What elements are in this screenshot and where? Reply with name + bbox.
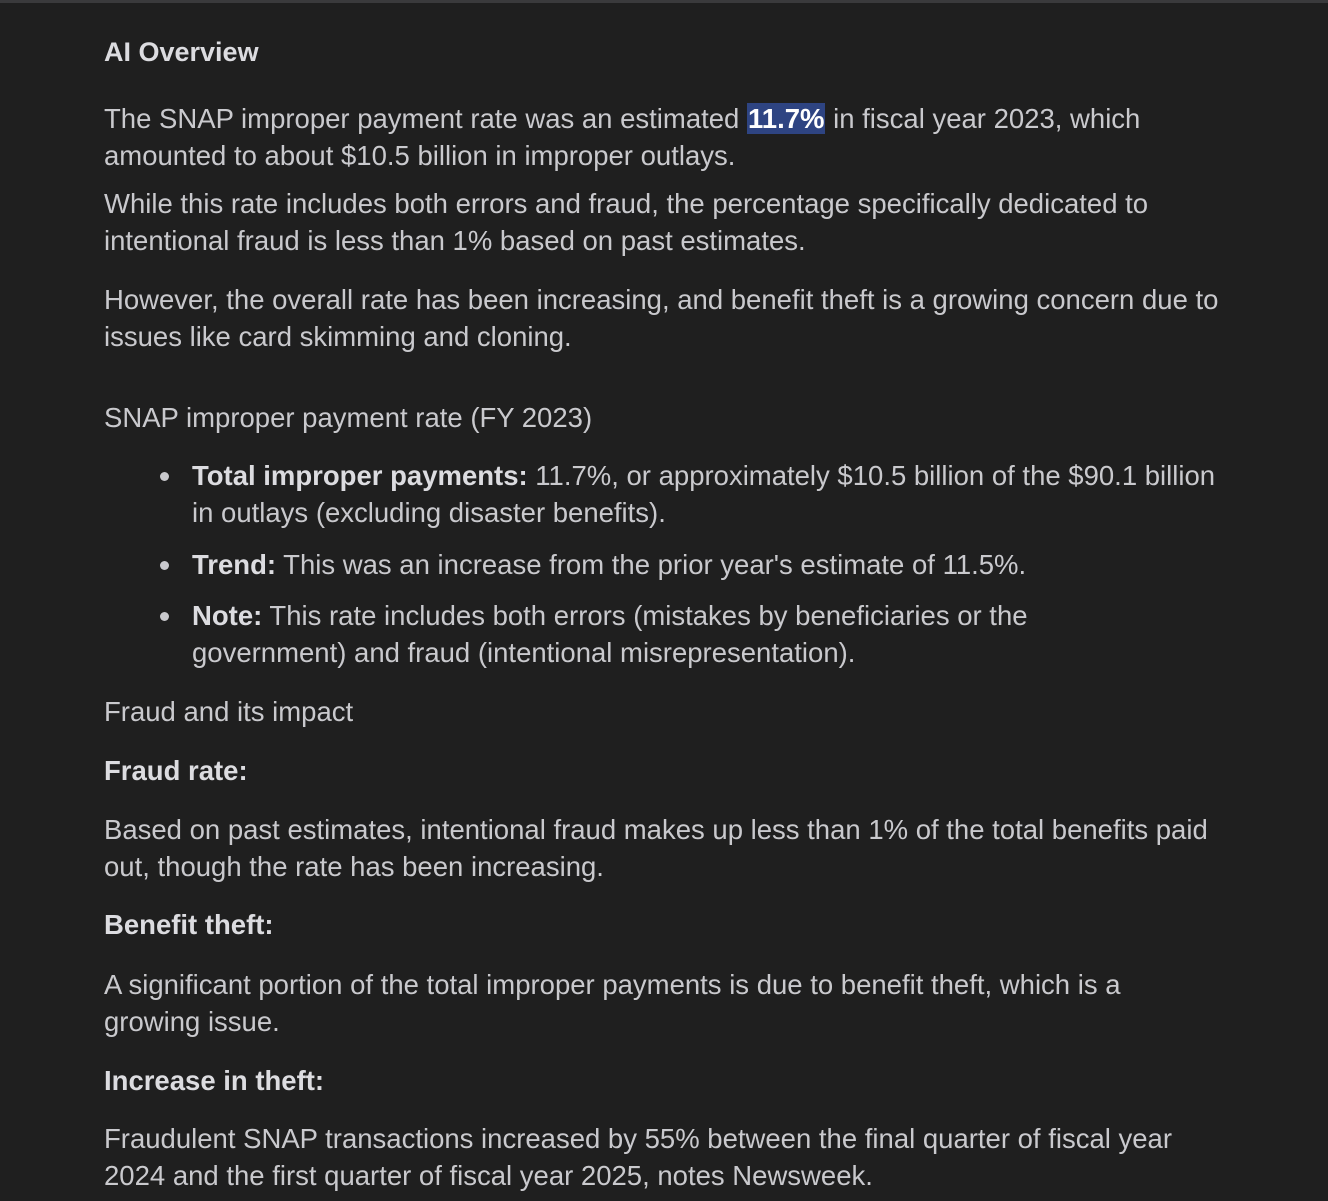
list-item [192,546,1232,583]
list-item [192,457,1232,531]
ai-overview-title: AI Overview [104,37,259,67]
increase-theft-heading: Increase in theft: [104,1065,325,1096]
top-border [0,0,1328,3]
bullet-text: This rate includes both errors (mistakes by beneficiaries or the government) and fraud (intentional misrepresentation). [192,600,1028,668]
section-heading-fraud: Fraud and its impact [104,696,354,727]
bullet-label: Total improper payments: [192,460,528,491]
fraud-paragraph: While this rate includes both errors and fraud, the percentage specifically dedicated to intentional fraud is less than 1% based on past estimates. [104,188,1149,256]
bullet-label: Note: [192,600,263,631]
bullet-text: 11.7%, or approximately $10.5 billion of the $90.1 billion in outlays (excluding disaster benefits). [192,460,1216,528]
section-heading-rate: SNAP improper payment rate (FY 2023) [104,402,593,433]
fraud-rate-heading: Fraud rate: [104,755,248,786]
list-item [192,597,1152,671]
fraud-rate-text: Based on past estimates, intentional fraud makes up less than 1% of the total benefits paid out, though the rate has been increasing. [104,814,1208,882]
benefit-theft-text: A significant portion of the total improper payments is due to benefit theft, which is a growing issue. [104,969,1121,1037]
summary-text-rest: in fiscal year 2023, which amounted to about $10.5 billion in improper outlays. [104,103,1141,171]
trend-paragraph: However, the overall rate has been increasing, and benefit theft is a growing concern due to issues like card skimming and cloning. [104,284,1219,352]
summary-paragraph [104,100,1254,174]
highlighted-rate[interactable]: 11.7% [748,103,825,134]
benefit-theft-heading: Benefit theft: [104,909,274,940]
bullet-text: This was an increase from the prior year's estimate of 11.5%. [276,549,1027,580]
increase-theft-text: Fraudulent SNAP transactions increased by 55% between the final quarter of fiscal year 2024 and the first quarter of fiscal year 2025, notes Newsweek. [104,1123,1173,1191]
summary-text: The SNAP improper payment rate was an estimated [104,103,747,134]
bullet-label: Trend: [192,549,277,580]
